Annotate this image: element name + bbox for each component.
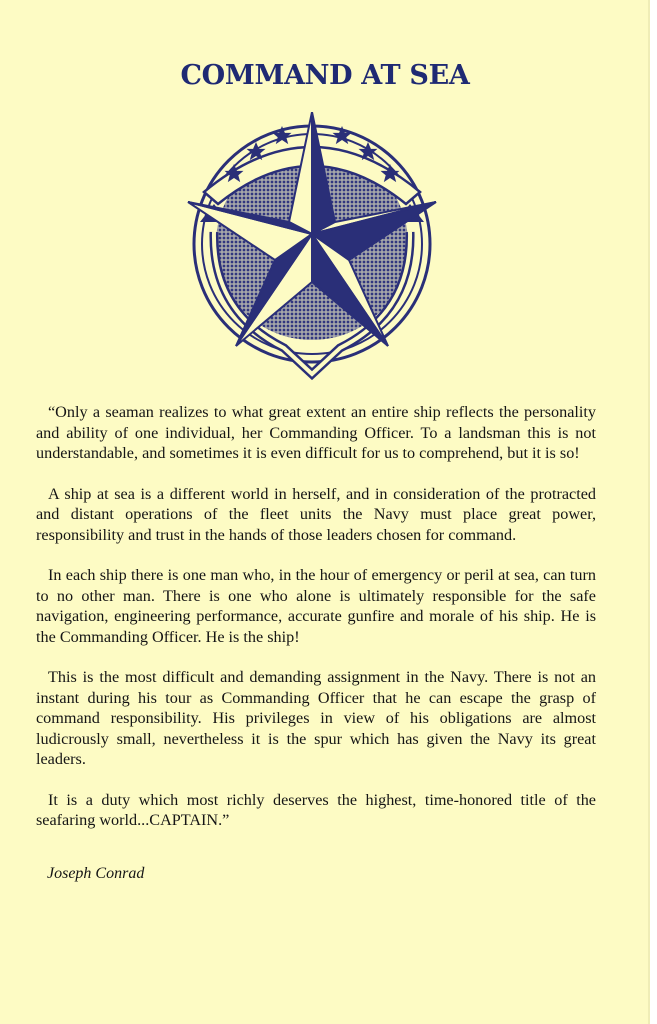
author-signature: Joseph Conrad <box>47 865 145 882</box>
paragraph: “Only a seaman realizes to what great extent an entire ship reflects the personality and ability of one individual, her Commanding Officer. To a landsman this is not understandable, and sometimes it is even difficult for us to comprehend, but it is so! <box>36 403 596 462</box>
page-title: COMMAND AT SEA <box>180 60 470 91</box>
paragraph: In each ship there is one man who, in the hour of emergency or peril at sea, can turn to no other man. There is one who alone is ultimately responsible for the safe navigation, engineering performance, accurate gunfire and morale of his ship. He is the Commanding Officer. He is the ship! <box>36 566 596 646</box>
paragraph: This is the most difficult and demanding assignment in the Navy. There is not an instant during his tour as Commanding Officer that he can escape the grasp of command responsibility. His privileges in view of his obligations are almost ludicrously small, nevertheless it is the spur which has given the Navy its great leaders. <box>36 668 596 768</box>
paragraph: It is a duty which most richly deserves the highest, time-honored title of the seafaring world...CAPTAIN.” <box>36 790 596 829</box>
paragraph: A ship at sea is a different world in herself, and in consideration of the protracted and distant operations of the fleet units the Navy must place great power, responsibility and trust in the hands of those leaders chosen for command. <box>36 484 596 544</box>
quote-body <box>36 402 596 851</box>
star-anchor-emblem-icon <box>174 112 450 384</box>
